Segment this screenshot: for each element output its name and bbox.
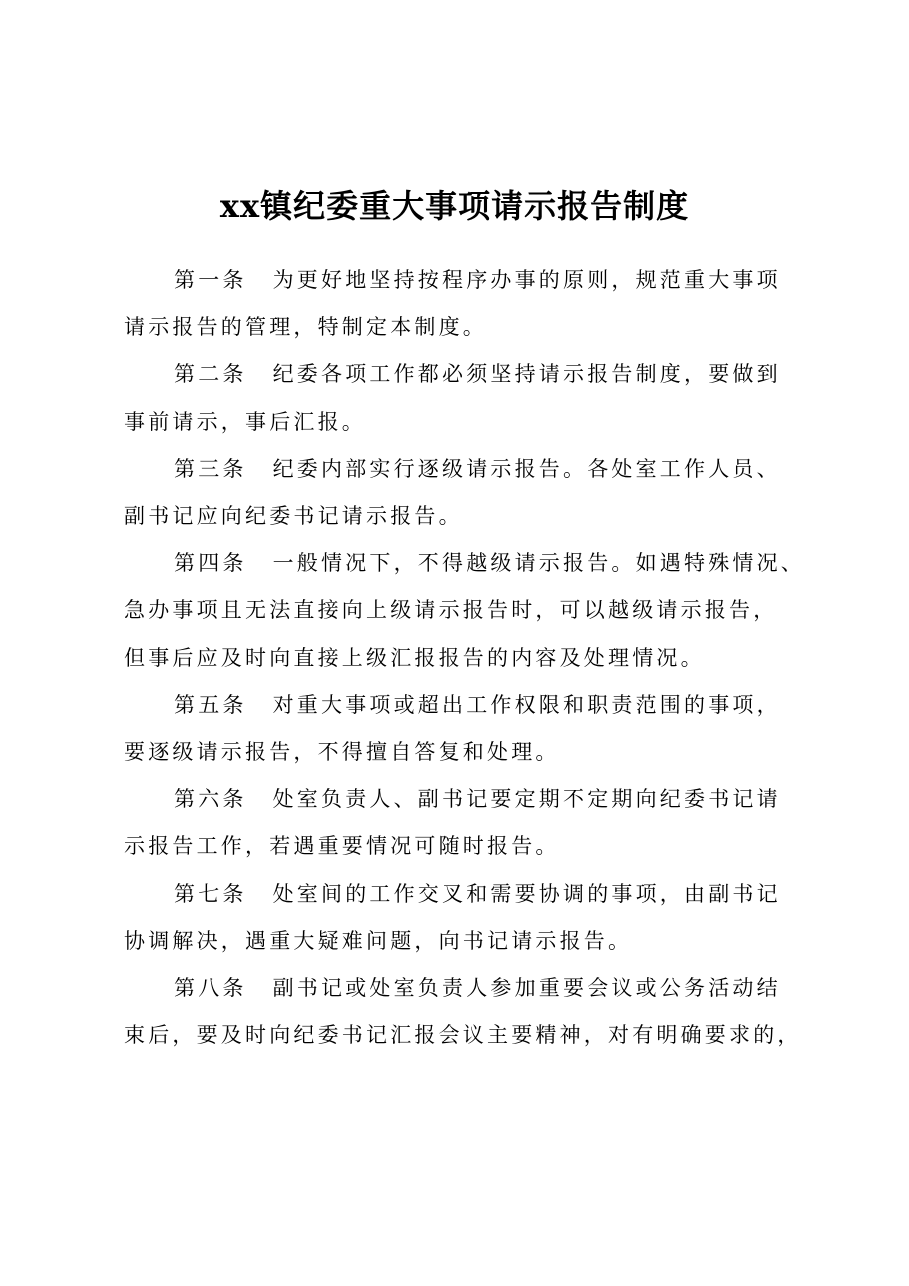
article-text: 要逐级请示报告，不得擅自答复和处理。 — [124, 740, 560, 765]
article-1 — [124, 257, 804, 351]
article-line — [124, 446, 804, 493]
article-8 — [124, 965, 804, 1059]
article-text: 急办事项且无法直接向上级请示报告时，可以越级请示报告， — [124, 598, 778, 623]
article-4 — [124, 540, 804, 682]
document-title: xx镇纪委重大事项请示报告制度 — [219, 187, 690, 225]
article-label: 第二条 — [174, 362, 247, 387]
article-text: 为更好地坚持按程序办事的原则，规范重大事项 — [272, 268, 781, 292]
article-label: 第三条 — [174, 456, 247, 481]
article-text: 请示报告的管理，特制定本制度。 — [124, 315, 487, 340]
article-label: 第四条 — [174, 551, 247, 576]
article-line — [124, 965, 804, 1012]
article-label: 第八条 — [174, 976, 247, 1001]
article-text: 副书记应向纪委书记请示报告。 — [124, 504, 463, 529]
article-label: 第七条 — [174, 881, 247, 906]
article-7 — [124, 871, 804, 965]
article-text: 一般情况下，不得越级请示报告。如遇特殊情况、 — [272, 551, 806, 576]
article-text: 协调解决，遇重大疑难问题，向书记请示报告。 — [124, 928, 633, 953]
article-text: 束后，要及时向纪委书记汇报会议主要精神，对有明确要求的， — [124, 1023, 802, 1048]
article-line — [124, 257, 804, 304]
article-label: 第一条 — [174, 268, 247, 292]
article-line — [124, 682, 804, 729]
article-6 — [124, 776, 804, 870]
article-line — [124, 776, 804, 823]
article-text: 处室负责人、副书记要定期不定期向纪委书记请 — [272, 787, 781, 812]
article-label: 第五条 — [174, 692, 247, 717]
article-text: 事前请示，事后汇报。 — [124, 409, 366, 434]
article-line — [124, 540, 804, 587]
article-text: 示报告工作，若遇重要情况可随时报告。 — [124, 834, 560, 859]
article-label: 第六条 — [174, 787, 247, 812]
article-line — [124, 351, 804, 398]
article-text: 处室间的工作交叉和需要协调的事项，由副书记 — [272, 881, 781, 906]
article-line — [124, 871, 804, 918]
article-text: 纪委内部实行逐级请示报告。各处室工作人员、 — [272, 456, 781, 481]
article-2 — [124, 351, 804, 445]
document-body — [124, 257, 804, 1059]
article-text: 副书记或处室负责人参加重要会议或公务活动结 — [272, 976, 781, 1001]
article-text: 对重大事项或超出工作权限和职责范围的事项， — [272, 692, 781, 717]
article-text: 但事后应及时向直接上级汇报报告的内容及处理情况。 — [124, 645, 705, 670]
article-5 — [124, 682, 804, 776]
article-3 — [124, 446, 804, 540]
article-text: 纪委各项工作都必须坚持请示报告制度，要做到 — [272, 362, 781, 387]
